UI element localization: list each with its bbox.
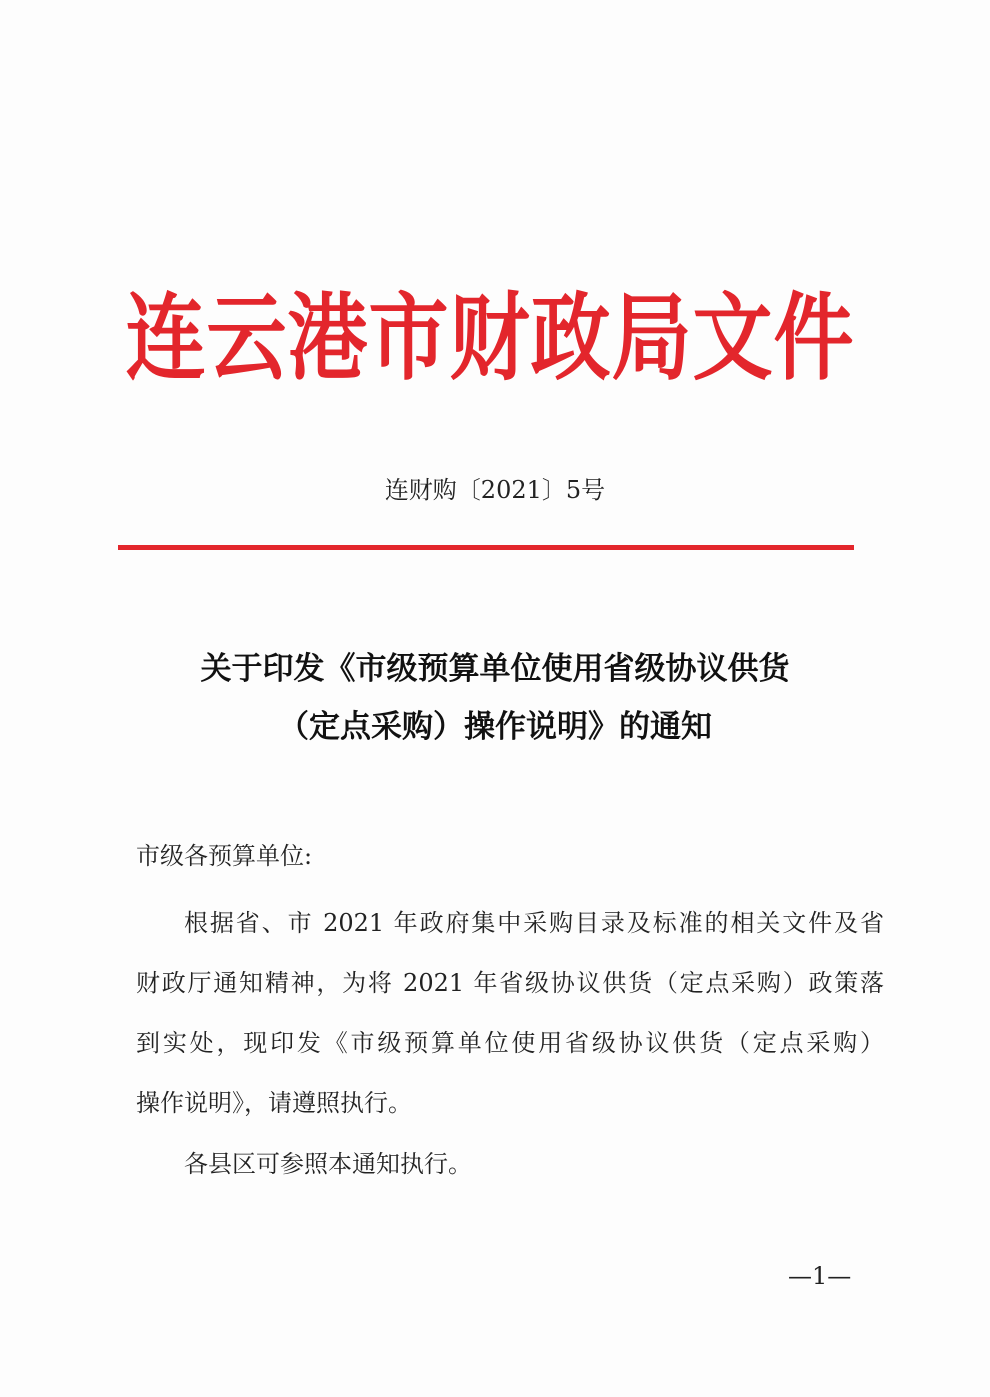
body-paragraph-2 — [136, 1134, 884, 1194]
body-paragraph-1-line-2: 财政厅通知精神，为将 2021 年省级协议供货（定点采购）政策落 — [136, 969, 884, 997]
body-paragraph-1 — [136, 893, 884, 1133]
page-number: —1— — [788, 1262, 852, 1290]
body-paragraph-1-line-1: 根据省、市 2021 年政府集中采购目录及标准的相关文件及省 — [184, 909, 884, 937]
notice-title — [120, 640, 870, 756]
body-paragraph-1-line-4: 操作说明》，请遵照执行。 — [136, 1089, 412, 1117]
notice-title-line-1: 关于印发《市级预算单位使用省级协议供货 — [200, 651, 790, 687]
addressee: 市级各预算单位: — [136, 842, 313, 870]
body-paragraph-1-line-3: 到实处，现印发《市级预算单位使用省级协议供货（定点采购） — [136, 1029, 884, 1057]
body-paragraph-2-line-1: 各县区可参照本通知执行。 — [184, 1150, 472, 1178]
notice-title-line-2: （定点采购）操作说明》的通知 — [278, 709, 712, 745]
document-number: 连财购〔2021〕5号 — [384, 476, 606, 504]
red-divider-line — [118, 545, 854, 550]
masthead-title: 连云港市财政局文件 — [125, 283, 855, 394]
